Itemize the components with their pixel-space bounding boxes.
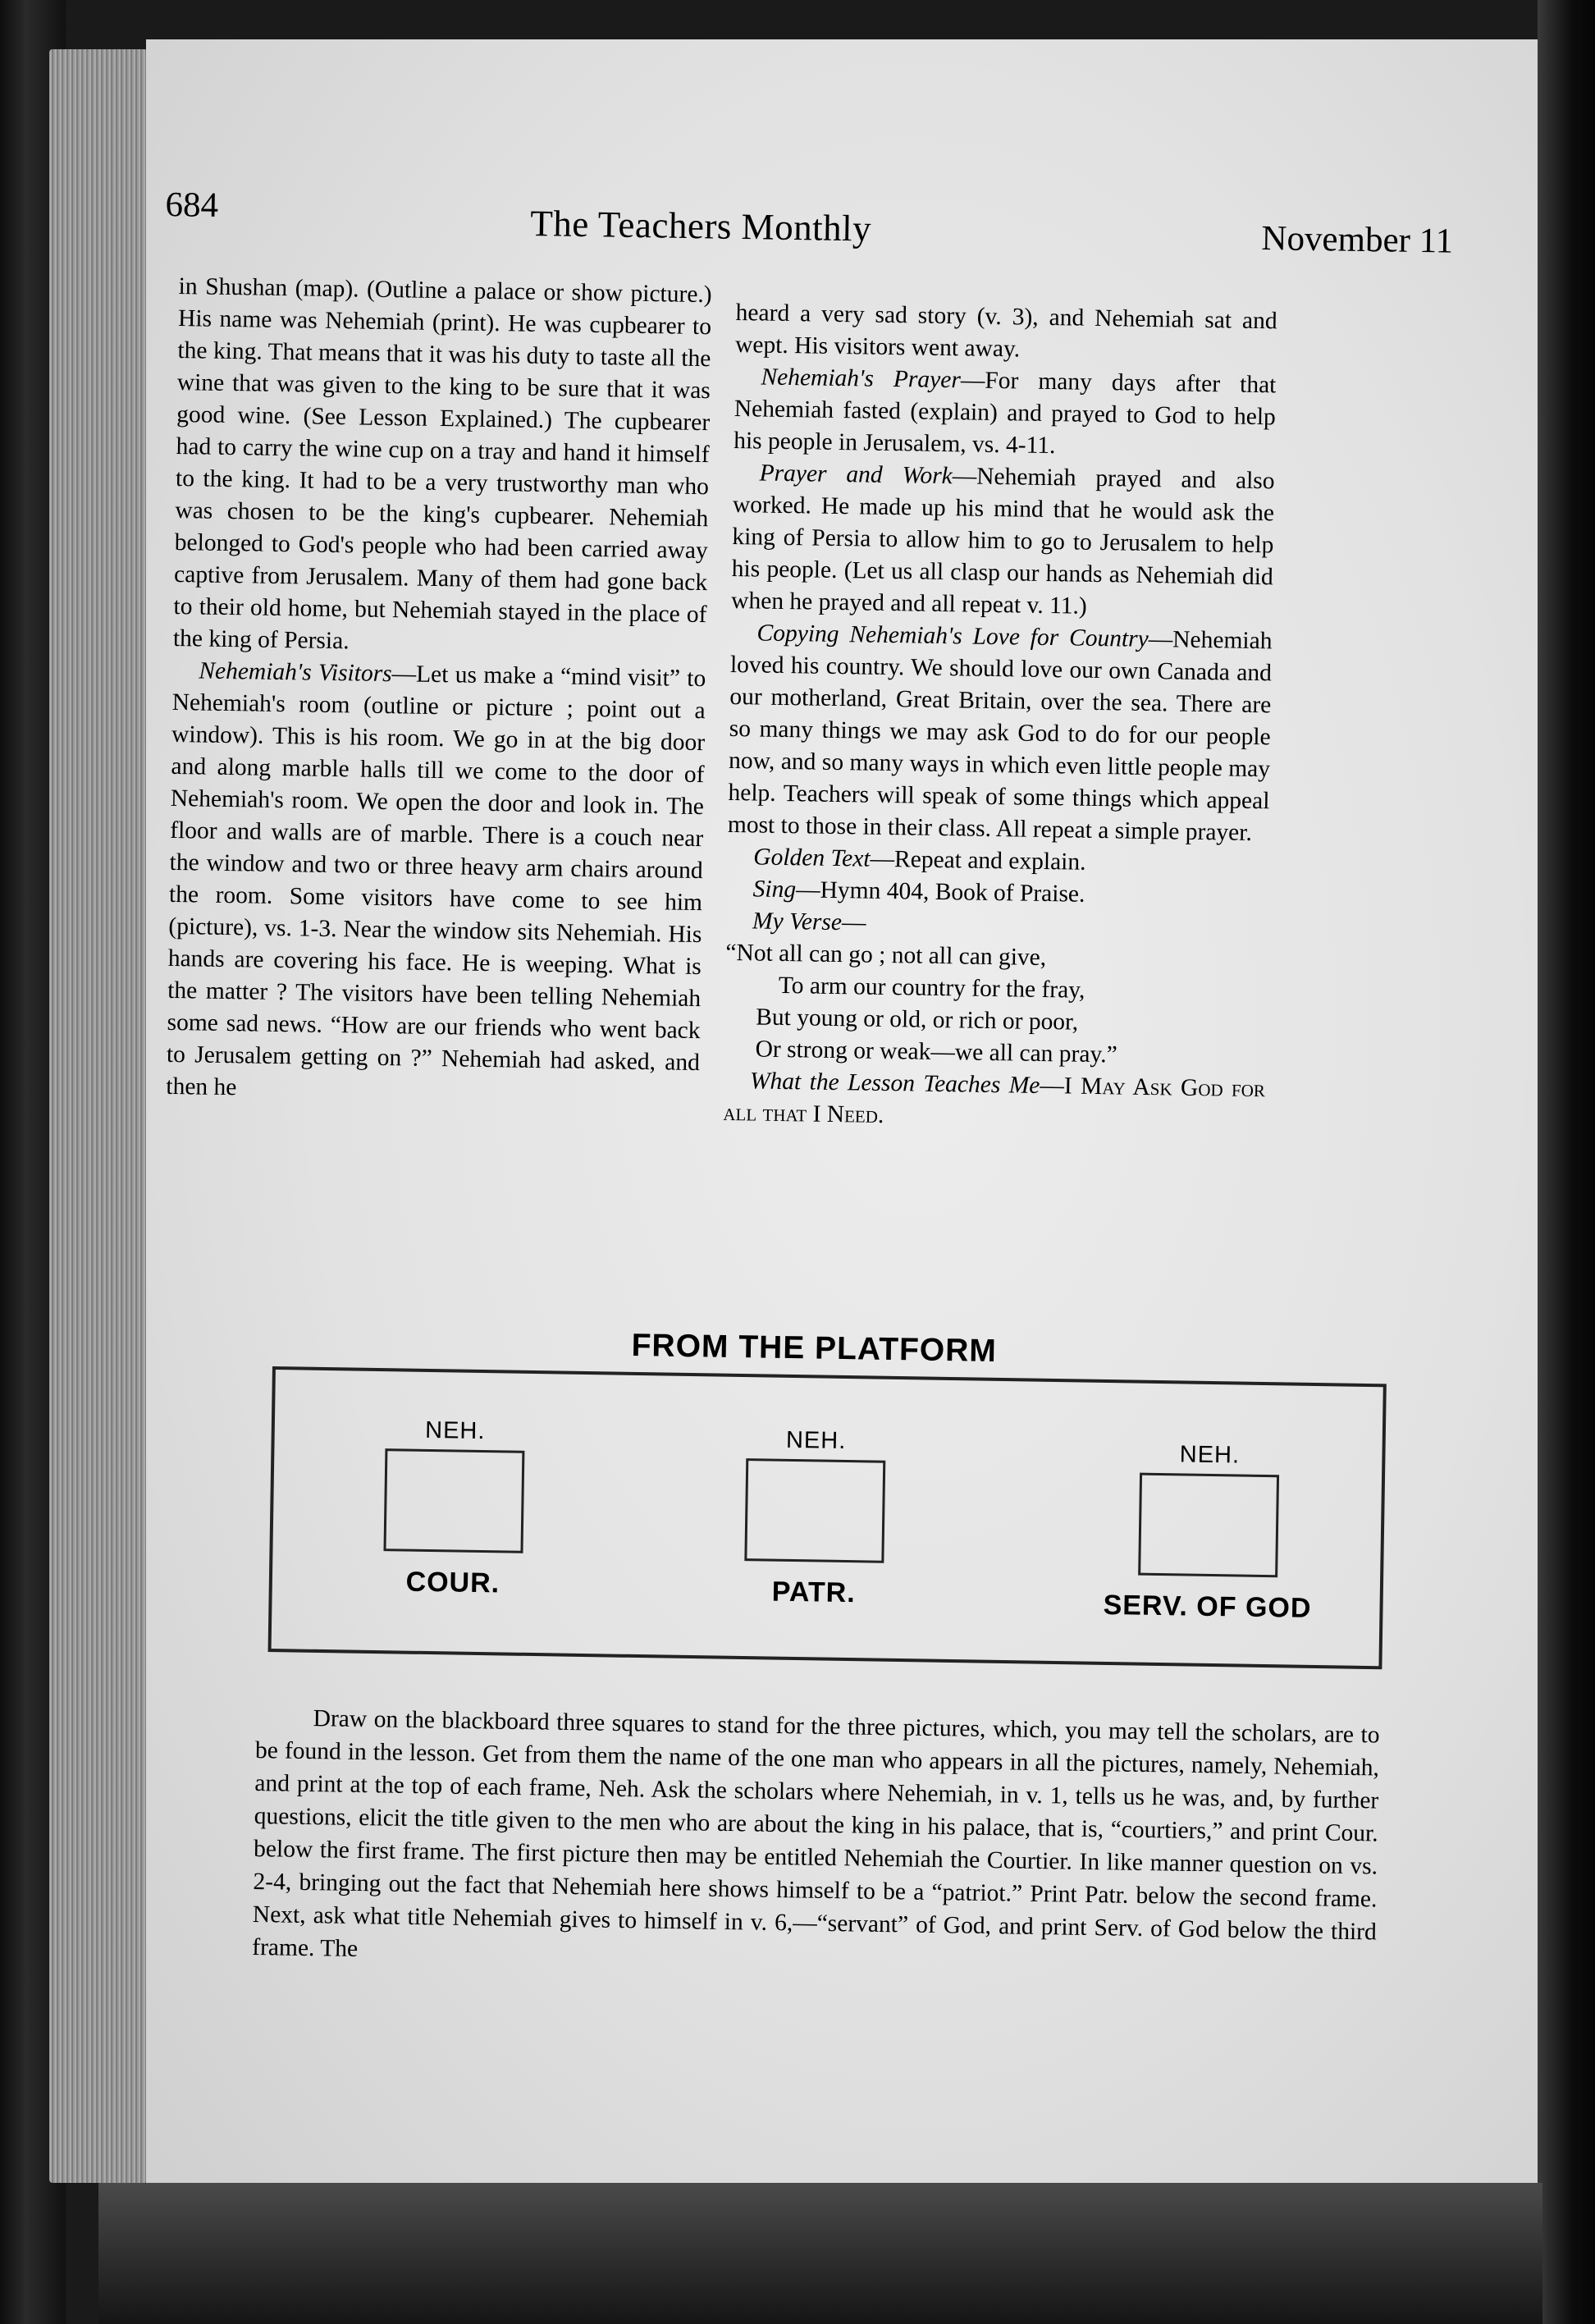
verse <box>724 937 1267 1073</box>
section-heading: FROM THE PLATFORM <box>631 1328 998 1369</box>
paragraph-heading: My Verse <box>752 908 843 936</box>
paragraph-heading: What the Lesson Teaches Me <box>749 1068 1040 1099</box>
paragraph-heading: Nehemiah's Visitors <box>199 657 392 688</box>
paragraph-text: — <box>841 909 866 936</box>
paragraph-text: —Nehemiah prayed and also worked. He made up his mind that he would ask the king of Persia to allow him to go to Jerusalem to help his people. (Let us all clasp our hands as Nehemiah did when he prayed and all repeat v. 11.) <box>730 463 1275 620</box>
frame-label: NEH. <box>785 1426 847 1454</box>
issue-date: November 11 <box>1261 218 1454 261</box>
frame-group <box>354 1416 554 1601</box>
verse-line: Or strong or weak—we all can pray.” <box>755 1036 1118 1068</box>
blackboard-diagram <box>268 1366 1387 1669</box>
paragraph: Draw on the blackboard three squares to stand for the three pictures, which, you may tell the scholars, are to be found in the lesson. Get from them the name of the one man who appears in all the pictures, namely, Nehemiah, and print at the top of each frame, Neh. Ask the scholars where Nehemiah, in v. 1, tells us he was, and, by further questions, elicit the title given to the men who are about the king in his palace, that is, “courtiers,” and print Cour. below the first frame. The first picture then may be entitled Nehemiah the Courtier. In like manner question on vs. 2-4, bringing out the fact that Nehemiah here shows himself to be a “patriot.” Print Patr. below the second frame. Next, ask what title Nehemiah gives to himself in v. 6,—“servant” of God, and print Serv. of God below the third frame. The <box>252 1705 1380 1962</box>
picture-frame <box>1138 1473 1279 1578</box>
page-number: 684 <box>165 185 219 226</box>
frame-caption: COUR. <box>405 1566 500 1599</box>
verse-line: “Not all can go ; not all can give, <box>725 939 1047 972</box>
frame-caption: PATR. <box>771 1576 857 1609</box>
verse-line: To arm our country for the fray, <box>778 972 1085 1004</box>
paragraph: heard a very sad story (v. 3), and Nehemiah sat and wept. His visitors went away. <box>734 299 1277 363</box>
frame-label: NEH. <box>1179 1441 1241 1469</box>
book-bottom-shadow <box>98 2183 1542 2324</box>
frame-caption: SERV. OF GOD <box>1103 1589 1312 1624</box>
paragraph-heading: Prayer and Work <box>759 460 953 490</box>
paragraph <box>723 1065 1265 1137</box>
paragraph-text: —Hymn 404, Book of Praise. <box>795 876 1085 908</box>
left-column <box>166 271 712 1111</box>
paragraph <box>734 361 1277 465</box>
book-edge-right <box>1538 0 1595 2324</box>
paragraph-heading: Sing <box>752 876 797 904</box>
page-stack-left <box>49 49 148 2183</box>
paragraph <box>166 655 706 1111</box>
running-title: The Teachers Monthly <box>529 202 872 249</box>
paragraph-heading: Copying Nehemiah's Love for Country <box>756 620 1149 652</box>
paragraph-text: —Repeat and explain. <box>870 845 1086 876</box>
picture-frame <box>383 1448 524 1553</box>
right-column <box>723 297 1277 1137</box>
frame-group <box>1076 1439 1341 1625</box>
paragraph-heading: Nehemiah's Prayer <box>761 364 962 394</box>
paragraph-text: —I May Ask God for all that I Need. <box>723 1072 1266 1128</box>
paragraph: in Shushan (map). (Outline a palace or show picture.) His name was Nehemiah (print). He was cupbearer to the king. That means that it was his duty to taste all the wine that was given to the king to be sure that it was good wine. (See Lesson Explained.) The cupbearer had to carry the wine cup on a tray and hand it himself to the king. It had to be a very trustworthy man who was chosen to be the king's cupbearer. Nehemiah belonged to God's people who had been carried away captive from Jerusalem. Many of them had gone back to their old home, but Nehemiah stayed in the place of the king of Persia. <box>172 272 712 655</box>
verse-line: But young or old, or rich or poor, <box>755 1004 1079 1036</box>
picture-frame <box>744 1458 885 1563</box>
paragraph-heading: Golden Text <box>753 844 871 872</box>
paragraph-text: —For many days after that Nehemiah fasted (explain) and prayed to God to help his people in Jerusalem, vs. 4-11. <box>733 367 1277 460</box>
paragraph-text: —Let us make a “mind visit” to Nehemiah's room (outline or picture ; point out a window). This is his room. We go in at the big door and along marble halls till we come to the door of Nehemiah's room. We open the door and look in. The floor and walls are of marble. There is a couch near the window and two or three heavy arm chairs around the room. Some visitors have come to see him (picture), vs. 1-3. Near the window sits Nehemiah. His hands are covering his face. He is weeping. What is the matter ? The visitors have been telling Nehemiah some sad news. “How are our friends who went back to Jerusalem getting on ?” Nehemiah had asked, and then he <box>166 661 706 1101</box>
paragraph-text: —Nehemiah loved his country. We should love our own Canada and our motherland, Great Britain, over the sea. There are so many things we may ask God to do for our people now, and so many ways in which even little people may help. Teachers will speak of some things which appeal most to those in their class. All repeat a simple prayer. <box>727 625 1273 846</box>
paragraph <box>728 617 1273 849</box>
bottom-paragraph <box>252 1701 1380 1981</box>
frame-group <box>715 1426 914 1611</box>
paragraph <box>731 457 1275 625</box>
frame-label: NEH. <box>424 1416 486 1445</box>
